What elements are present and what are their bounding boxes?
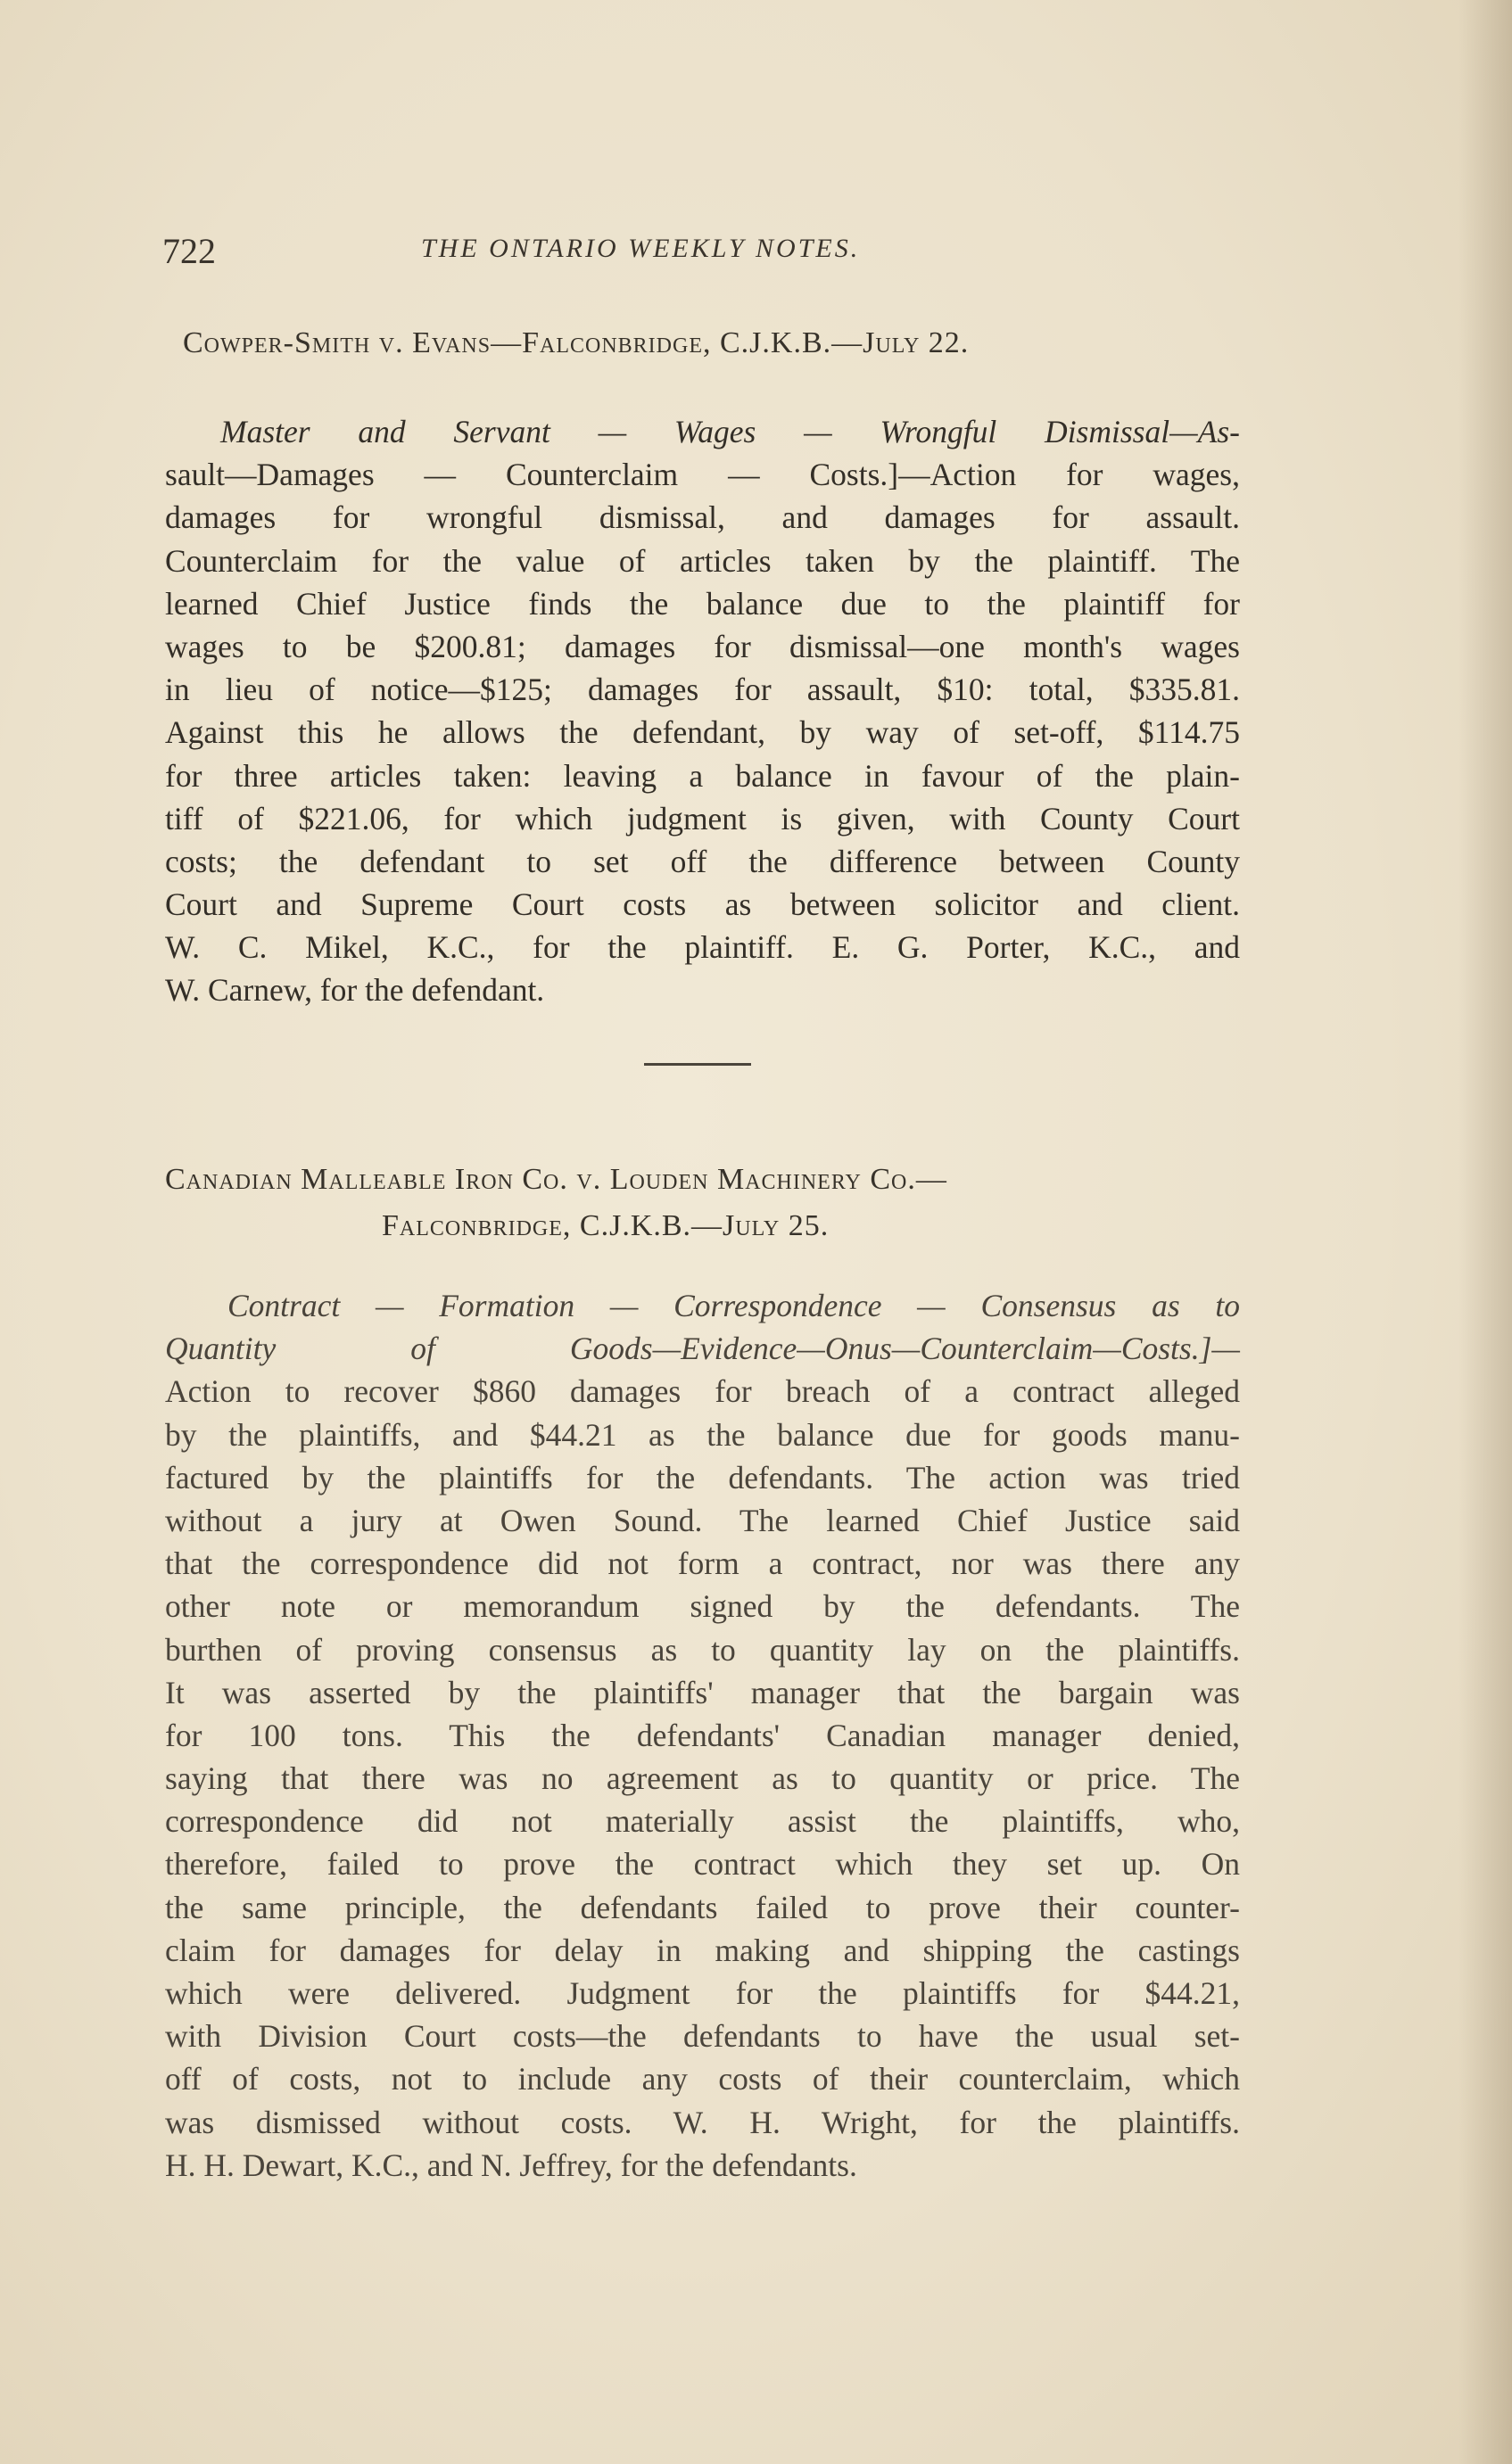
text-line: H. H. Dewart, K.C., and N. Jeffrey, for the defendants.	[165, 2147, 857, 2183]
text-line: which were delivered. Judgment for the plaintiffs for $44.21,	[165, 1975, 1240, 2011]
text-line: wages to be $200.81; damages for dismissal—one month's wages	[165, 628, 1240, 664]
text-line: It was asserted by the plaintiffs' manager that the bargain was	[165, 1674, 1240, 1710]
text-line: learned Chief Justice finds the balance due to the plaintiff for	[165, 585, 1240, 622]
text-line: Court and Supreme Court costs as between solicitor and client.	[165, 886, 1240, 923]
text-line: Action to recover $860 damages for breach of a contract alleged	[165, 1373, 1240, 1410]
text-line: Against this he allows the defendant, by way of set-off, $114.75	[165, 714, 1240, 751]
text-line: was dismissed without costs. W. H. Wright, for the plaintiffs.	[165, 2104, 1240, 2140]
case-heading-cowper-smith: Cowper-Smith v. Evans—Falconbridge, C.J.K.B.—July 22.	[183, 326, 970, 359]
text-line: saying that there was no agreement as to quantity or price. The	[165, 1760, 1240, 1797]
text-line: off of costs, not to include any costs of their counterclaim, which	[165, 2061, 1240, 2097]
text-line: correspondence did not materially assist the plaintiffs, who,	[165, 1803, 1240, 1840]
text-line: by the plaintiffs, and $44.21 as the balance due for goods manu-	[165, 1416, 1240, 1453]
text-line: damages for wrongful dismissal, and damages for assault.	[165, 499, 1240, 536]
text-line: for three articles taken: leaving a balance in favour of the plain-	[165, 757, 1240, 794]
text-line: costs; the defendant to set off the difference between County	[165, 843, 1240, 879]
book-spine-shadow	[1458, 0, 1512, 2464]
section-divider	[644, 1063, 751, 1066]
text-line: with Division Court costs—the defendants to have the usual set-	[165, 2018, 1240, 2055]
text-line: other note or memorandum signed by the defendants. The	[165, 1588, 1240, 1625]
text-line: for 100 tons. This the defendants' Canadian manager denied,	[165, 1717, 1240, 1753]
text-line: W. Carnew, for the defendant.	[165, 972, 545, 1009]
text-line: therefore, failed to prove the contract which they set up. On	[165, 1846, 1240, 1883]
case-heading-canadian-malleable-line2: Falconbridge, C.J.K.B.—July 25.	[382, 1209, 830, 1242]
text-line: claim for damages for delay in making and shipping the castings	[165, 1932, 1240, 1968]
text-line: W. C. Mikel, K.C., for the plaintiff. E. G. Porter, K.C., and	[165, 929, 1240, 966]
text-line: without a jury at Owen Sound. The learned Chief Justice said	[165, 1502, 1240, 1538]
text-line: the same principle, the defendants failed to prove their counter-	[165, 1889, 1240, 1925]
text-line: burthen of proving consensus as to quantity lay on the plaintiffs.	[165, 1631, 1240, 1668]
text-line: factured by the plaintiffs for the defendants. The action was tried	[165, 1459, 1240, 1496]
text-line: Counterclaim for the value of articles taken by the plaintiff. The	[165, 542, 1240, 579]
text-line: that the correspondence did not form a contract, nor was there any	[165, 1545, 1240, 1582]
text-line: tiff of $221.06, for which judgment is given, with County Court	[165, 800, 1240, 836]
text-line: Contract — Formation — Correspondence — Consensus as to	[227, 1288, 1240, 1323]
case-heading-canadian-malleable-line1: Canadian Malleable Iron Co. v. Louden Machinery Co.—	[165, 1163, 947, 1196]
text-line: in lieu of notice—$125; damages for assault, $10: total, $335.81.	[165, 672, 1240, 708]
case-body-cowper-smith	[165, 410, 1240, 1012]
page-number: 722	[162, 231, 216, 271]
text-line: Master and Servant — Wages — Wrongful Dismissal—As-	[220, 414, 1240, 449]
text-line: sault—Damages — Counterclaim — Costs.]—Action for wages,	[165, 457, 1240, 493]
text-line: Quantity of Goods—Evidence—Onus—Counterclaim—Costs.]—	[165, 1331, 1240, 1367]
page-header	[162, 230, 1260, 284]
running-title: THE ONTARIO WEEKLY NOTES.	[421, 234, 861, 263]
case-body-canadian-malleable	[165, 1284, 1240, 2187]
